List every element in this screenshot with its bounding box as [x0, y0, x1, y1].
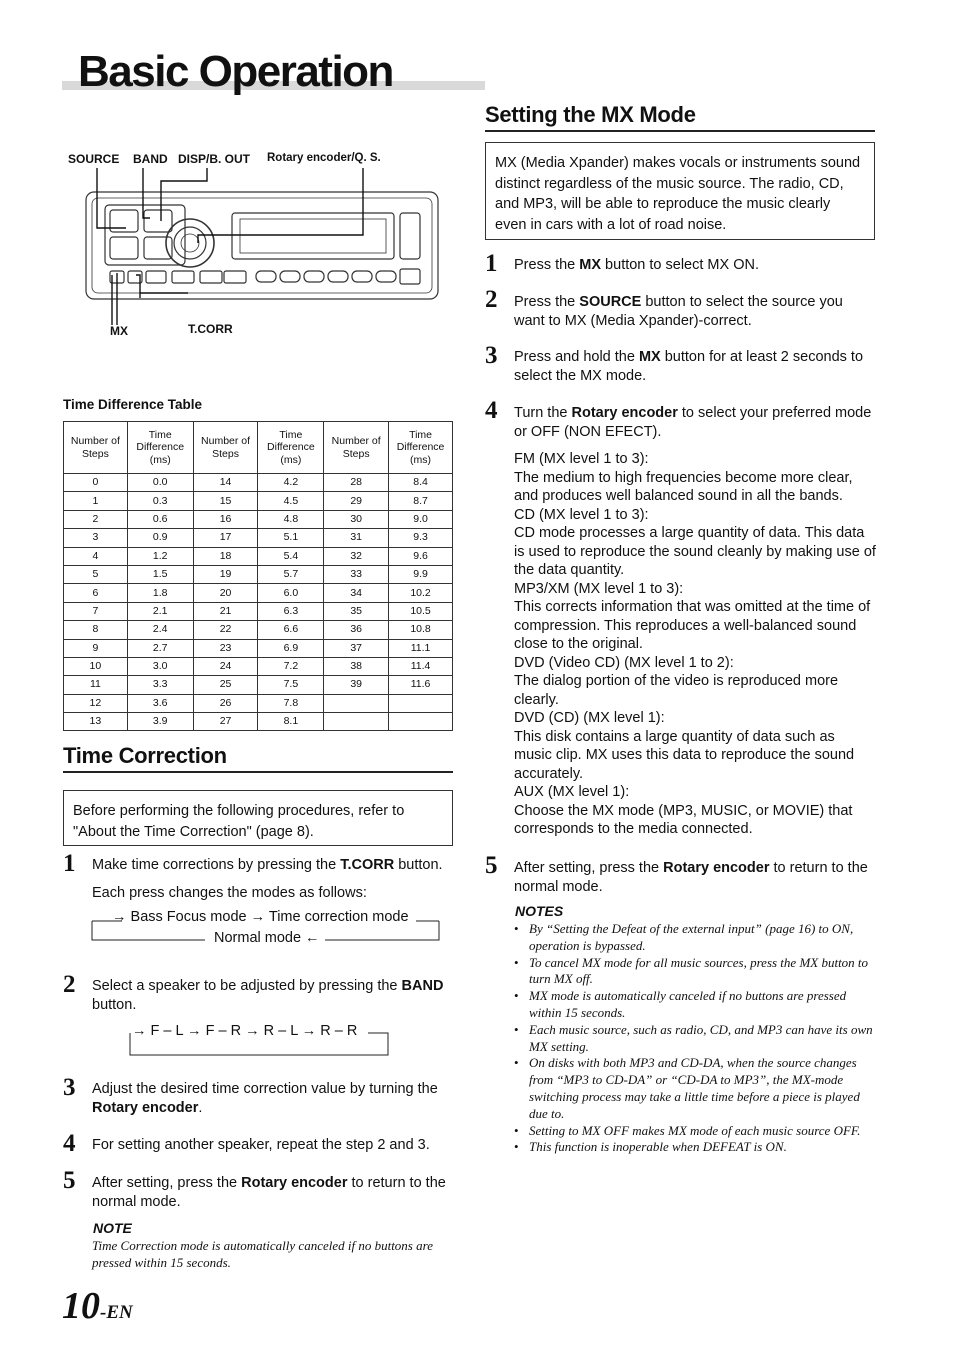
mx-mode-list: [514, 450, 876, 839]
intro-text: Before performing the following procedures, refer to "About the Time Correction" (page 8).: [73, 803, 405, 840]
mode-line: MP3/XM (MX level 1 to 3):: [514, 580, 684, 597]
flow-bottom-text: Normal mode ←: [214, 930, 320, 946]
table-row: [64, 621, 453, 639]
table-row: [64, 510, 453, 528]
note-item: • By “Setting the Defeat of the external input” (page 16) to ON, operation is bypassed.: [514, 921, 876, 955]
section-rule: [63, 771, 453, 773]
note-item: • To cancel MX mode for all music sources, press the MX button to turn MX off.: [514, 955, 876, 989]
table-cell: [389, 713, 453, 731]
table-header-cell: Number of Steps: [64, 422, 128, 474]
mode-line: The dialog portion of the video is reproduced more clearly.: [514, 673, 839, 708]
table-cell: 14: [193, 474, 258, 492]
table-cell: 2.1: [127, 602, 193, 620]
head-unit-diagram: [60, 165, 460, 325]
table-cell: 33: [324, 565, 389, 583]
table-cell: 9.6: [389, 547, 453, 565]
table-cell: 9.9: [389, 565, 453, 583]
table-title: Time Difference Table: [63, 397, 203, 412]
table-row: [64, 492, 453, 510]
table-cell: 26: [193, 694, 258, 712]
mx-step-2: Press the SOURCE button to select the source you want to MX (Media Xpander)-correct.: [514, 294, 843, 329]
intro-text: MX (Media Xpander) makes vocals or instruments sound distinct regardless of the music source. The radio, CD, and MP3, will be able to reproduce the music clearly even in cars with a lot of road noise.: [495, 155, 861, 233]
table-header-cell: Time Difference (ms): [127, 422, 193, 474]
table-cell: 3: [64, 529, 128, 547]
note-item: • On disks with both MP3 and CD-DA, when the source changes from “MP3 to CD-DA” or “CD-DA to MP3”, the MX-mode switching process may take a little time before a piece is played due to.: [514, 1055, 876, 1122]
table-cell: 7.2: [258, 657, 324, 675]
notes-title: NOTES: [515, 903, 564, 919]
table-cell: 11.6: [389, 676, 453, 694]
table-cell: 4: [64, 547, 128, 565]
note-item: • This function is inoperable when DEFEAT is ON.: [514, 1139, 876, 1156]
mode-line: This disk contains a large quantity of data such as music clip. MX uses this data to reproduce the sound accurately.: [514, 728, 855, 782]
table-cell: 34: [324, 584, 389, 602]
label-tcorr: T.CORR: [188, 322, 233, 336]
table-cell: 0.3: [127, 492, 193, 510]
mode-line: Choose the MX mode (MP3, MUSIC, or MOVIE) that corresponds to the media connected.: [514, 802, 853, 837]
mx-step-1: Press the MX button to select MX ON.: [514, 257, 759, 273]
table-row: [64, 529, 453, 547]
table-cell: 8.7: [389, 492, 453, 510]
step-number: 3: [63, 1074, 76, 1101]
table-cell: 9.0: [389, 510, 453, 528]
table-row: [64, 547, 453, 565]
note-item: • Each music source, such as radio, CD, and MP3 can have its own MX setting.: [514, 1022, 876, 1056]
step-number: 1: [485, 250, 498, 277]
table-cell: 2: [64, 510, 128, 528]
table-cell: 15: [193, 492, 258, 510]
table-cell: 10.2: [389, 584, 453, 602]
table-cell: 6.6: [258, 621, 324, 639]
table-cell: 3.3: [127, 676, 193, 694]
step-number: 5: [63, 1167, 76, 1194]
mx-step-5: After setting, press the Rotary encoder to return to the normal mode.: [514, 860, 868, 895]
tc-step-2: Select a speaker to be adjusted by pressing the BAND button.: [92, 978, 444, 1013]
step-number: 2: [63, 971, 76, 998]
table-cell: 24: [193, 657, 258, 675]
table-row: [64, 676, 453, 694]
table-cell: 16: [193, 510, 258, 528]
table-row: [64, 657, 453, 675]
table-cell: 5: [64, 565, 128, 583]
table-cell: 2.4: [127, 621, 193, 639]
speaker-flow-text: → F – L → F – R → R – L → R – R: [132, 1023, 358, 1039]
time-difference-table: [63, 421, 453, 731]
page-number: 10-EN: [62, 1285, 133, 1327]
table-cell: 0.6: [127, 510, 193, 528]
table-header-cell: Time Difference (ms): [389, 422, 453, 474]
table-header-cell: Number of Steps: [324, 422, 389, 474]
table-cell: 1.5: [127, 565, 193, 583]
table-cell: 0.0: [127, 474, 193, 492]
mode-line: CD (MX level 1 to 3):: [514, 506, 649, 523]
table-cell: 5.7: [258, 565, 324, 583]
table-cell: 19: [193, 565, 258, 583]
notes-list: [514, 921, 876, 1156]
table-cell: 4.5: [258, 492, 324, 510]
table-cell: 5.4: [258, 547, 324, 565]
table-cell: 32: [324, 547, 389, 565]
tc-step-5: After setting, press the Rotary encoder to return to the normal mode.: [92, 1175, 446, 1210]
table-cell: 27: [193, 713, 258, 731]
table-cell: 10.5: [389, 602, 453, 620]
table-cell: 29: [324, 492, 389, 510]
mx-intro-box: [485, 142, 875, 240]
note-item: • Setting to MX OFF makes MX mode of each music source OFF.: [514, 1123, 876, 1140]
table-cell: 18: [193, 547, 258, 565]
table-cell: 36: [324, 621, 389, 639]
table-cell: 6.3: [258, 602, 324, 620]
time-correction-heading: Time Correction: [63, 743, 227, 768]
step-number: 3: [485, 342, 498, 369]
table-row: [64, 584, 453, 602]
table-cell: 23: [193, 639, 258, 657]
step-number: 2: [485, 286, 498, 313]
table-cell: 11: [64, 676, 128, 694]
step-number: 5: [485, 852, 498, 879]
table-cell: 8: [64, 621, 128, 639]
table-row: [64, 602, 453, 620]
table-cell: 10.8: [389, 621, 453, 639]
table-cell: 5.1: [258, 529, 324, 547]
table-cell: 31: [324, 529, 389, 547]
label-mx: MX: [110, 324, 128, 338]
table-cell: 8.1: [258, 713, 324, 731]
table-cell: 4.2: [258, 474, 324, 492]
table-cell: 1.2: [127, 547, 193, 565]
table-cell: 39: [324, 676, 389, 694]
table-cell: 3.0: [127, 657, 193, 675]
table-cell: 1: [64, 492, 128, 510]
label-band: BAND: [133, 152, 168, 166]
label-source: SOURCE: [68, 152, 120, 166]
table-cell: 6.0: [258, 584, 324, 602]
table-cell: 8.4: [389, 474, 453, 492]
table-cell: 7.5: [258, 676, 324, 694]
table-cell: 38: [324, 657, 389, 675]
tc-step-4: For setting another speaker, repeat the step 2 and 3.: [92, 1137, 430, 1153]
table-cell: [389, 694, 453, 712]
table-cell: 37: [324, 639, 389, 657]
note-text: Time Correction mode is automatically canceled if no buttons are pressed within 15 seconds.: [92, 1238, 433, 1270]
table-cell: 12: [64, 694, 128, 712]
table-row: [64, 639, 453, 657]
flow-top-text: → Bass Focus mode → Time correction mode: [112, 909, 409, 925]
note-title: NOTE: [93, 1220, 132, 1236]
table-cell: 7: [64, 602, 128, 620]
mode-line: CD mode processes a large quantity of data. This data is used to reproduce the sound cleanly by making use of the data quantity.: [514, 525, 876, 578]
mx-step-3: Press and hold the MX button for at least 2 seconds to select the MX mode.: [514, 349, 864, 384]
time-correction-intro-box: [63, 790, 453, 846]
mx-step-4: Turn the Rotary encoder to select your preferred mode or OFF (NON EFECT).: [514, 405, 872, 440]
table-cell: [324, 713, 389, 731]
table-cell: 6: [64, 584, 128, 602]
mode-line: This corrects information that was omitted at the time of compression. This reproduces a well-balanced sound close to the original.: [514, 599, 871, 652]
table-cell: 2.7: [127, 639, 193, 657]
mx-heading: Setting the MX Mode: [485, 102, 696, 127]
table-cell: 6.9: [258, 639, 324, 657]
table-cell: 20: [193, 584, 258, 602]
section-rule: [485, 130, 875, 132]
table-cell: [324, 694, 389, 712]
mode-line: DVD (Video CD) (MX level 1 to 2):: [514, 654, 734, 671]
table-cell: 28: [324, 474, 389, 492]
table-header-cell: Time Difference (ms): [258, 422, 324, 474]
mode-line: The medium to high frequencies become more clear, and produces well balanced sound in all the bands.: [514, 469, 853, 504]
table-header-cell: Number of Steps: [193, 422, 258, 474]
step-number: 4: [63, 1130, 76, 1157]
table-cell: 0: [64, 474, 128, 492]
page-title: Basic Operation: [78, 47, 393, 96]
table-row: [64, 565, 453, 583]
table-cell: 3.9: [127, 713, 193, 731]
table-cell: 13: [64, 713, 128, 731]
tc-step-1-sub: Each press changes the modes as follows:: [92, 885, 367, 901]
table-cell: 11.1: [389, 639, 453, 657]
tc-step-3: Adjust the desired time correction value by turning the Rotary encoder.: [92, 1081, 438, 1116]
mode-line: AUX (MX level 1):: [514, 784, 630, 800]
note-item: • MX mode is automatically canceled if no buttons are pressed within 15 seconds.: [514, 988, 876, 1022]
table-cell: 17: [193, 529, 258, 547]
label-disp: DISP/B. OUT: [178, 152, 251, 166]
table-header-row: [64, 422, 453, 474]
table-cell: 10: [64, 657, 128, 675]
table-cell: 11.4: [389, 657, 453, 675]
table-cell: 7.8: [258, 694, 324, 712]
table-cell: 1.8: [127, 584, 193, 602]
table-row: [64, 694, 453, 712]
tc-step-1: Make time corrections by pressing the T.CORR button.: [92, 857, 443, 873]
table-cell: 22: [193, 621, 258, 639]
mode-line: FM (MX level 1 to 3):: [514, 451, 649, 467]
step-number: 1: [63, 850, 76, 877]
mode-line: DVD (CD) (MX level 1):: [514, 710, 665, 726]
table-cell: 9.3: [389, 529, 453, 547]
table-cell: 35: [324, 602, 389, 620]
table-row: [64, 474, 453, 492]
table-cell: 25: [193, 676, 258, 694]
step-number: 4: [485, 397, 498, 424]
table-cell: 0.9: [127, 529, 193, 547]
table-cell: 21: [193, 602, 258, 620]
table-cell: 30: [324, 510, 389, 528]
table-row: [64, 713, 453, 731]
table-cell: 3.6: [127, 694, 193, 712]
label-rotary: Rotary encoder/Q. S.: [267, 152, 381, 164]
table-cell: 9: [64, 639, 128, 657]
table-cell: 4.8: [258, 510, 324, 528]
